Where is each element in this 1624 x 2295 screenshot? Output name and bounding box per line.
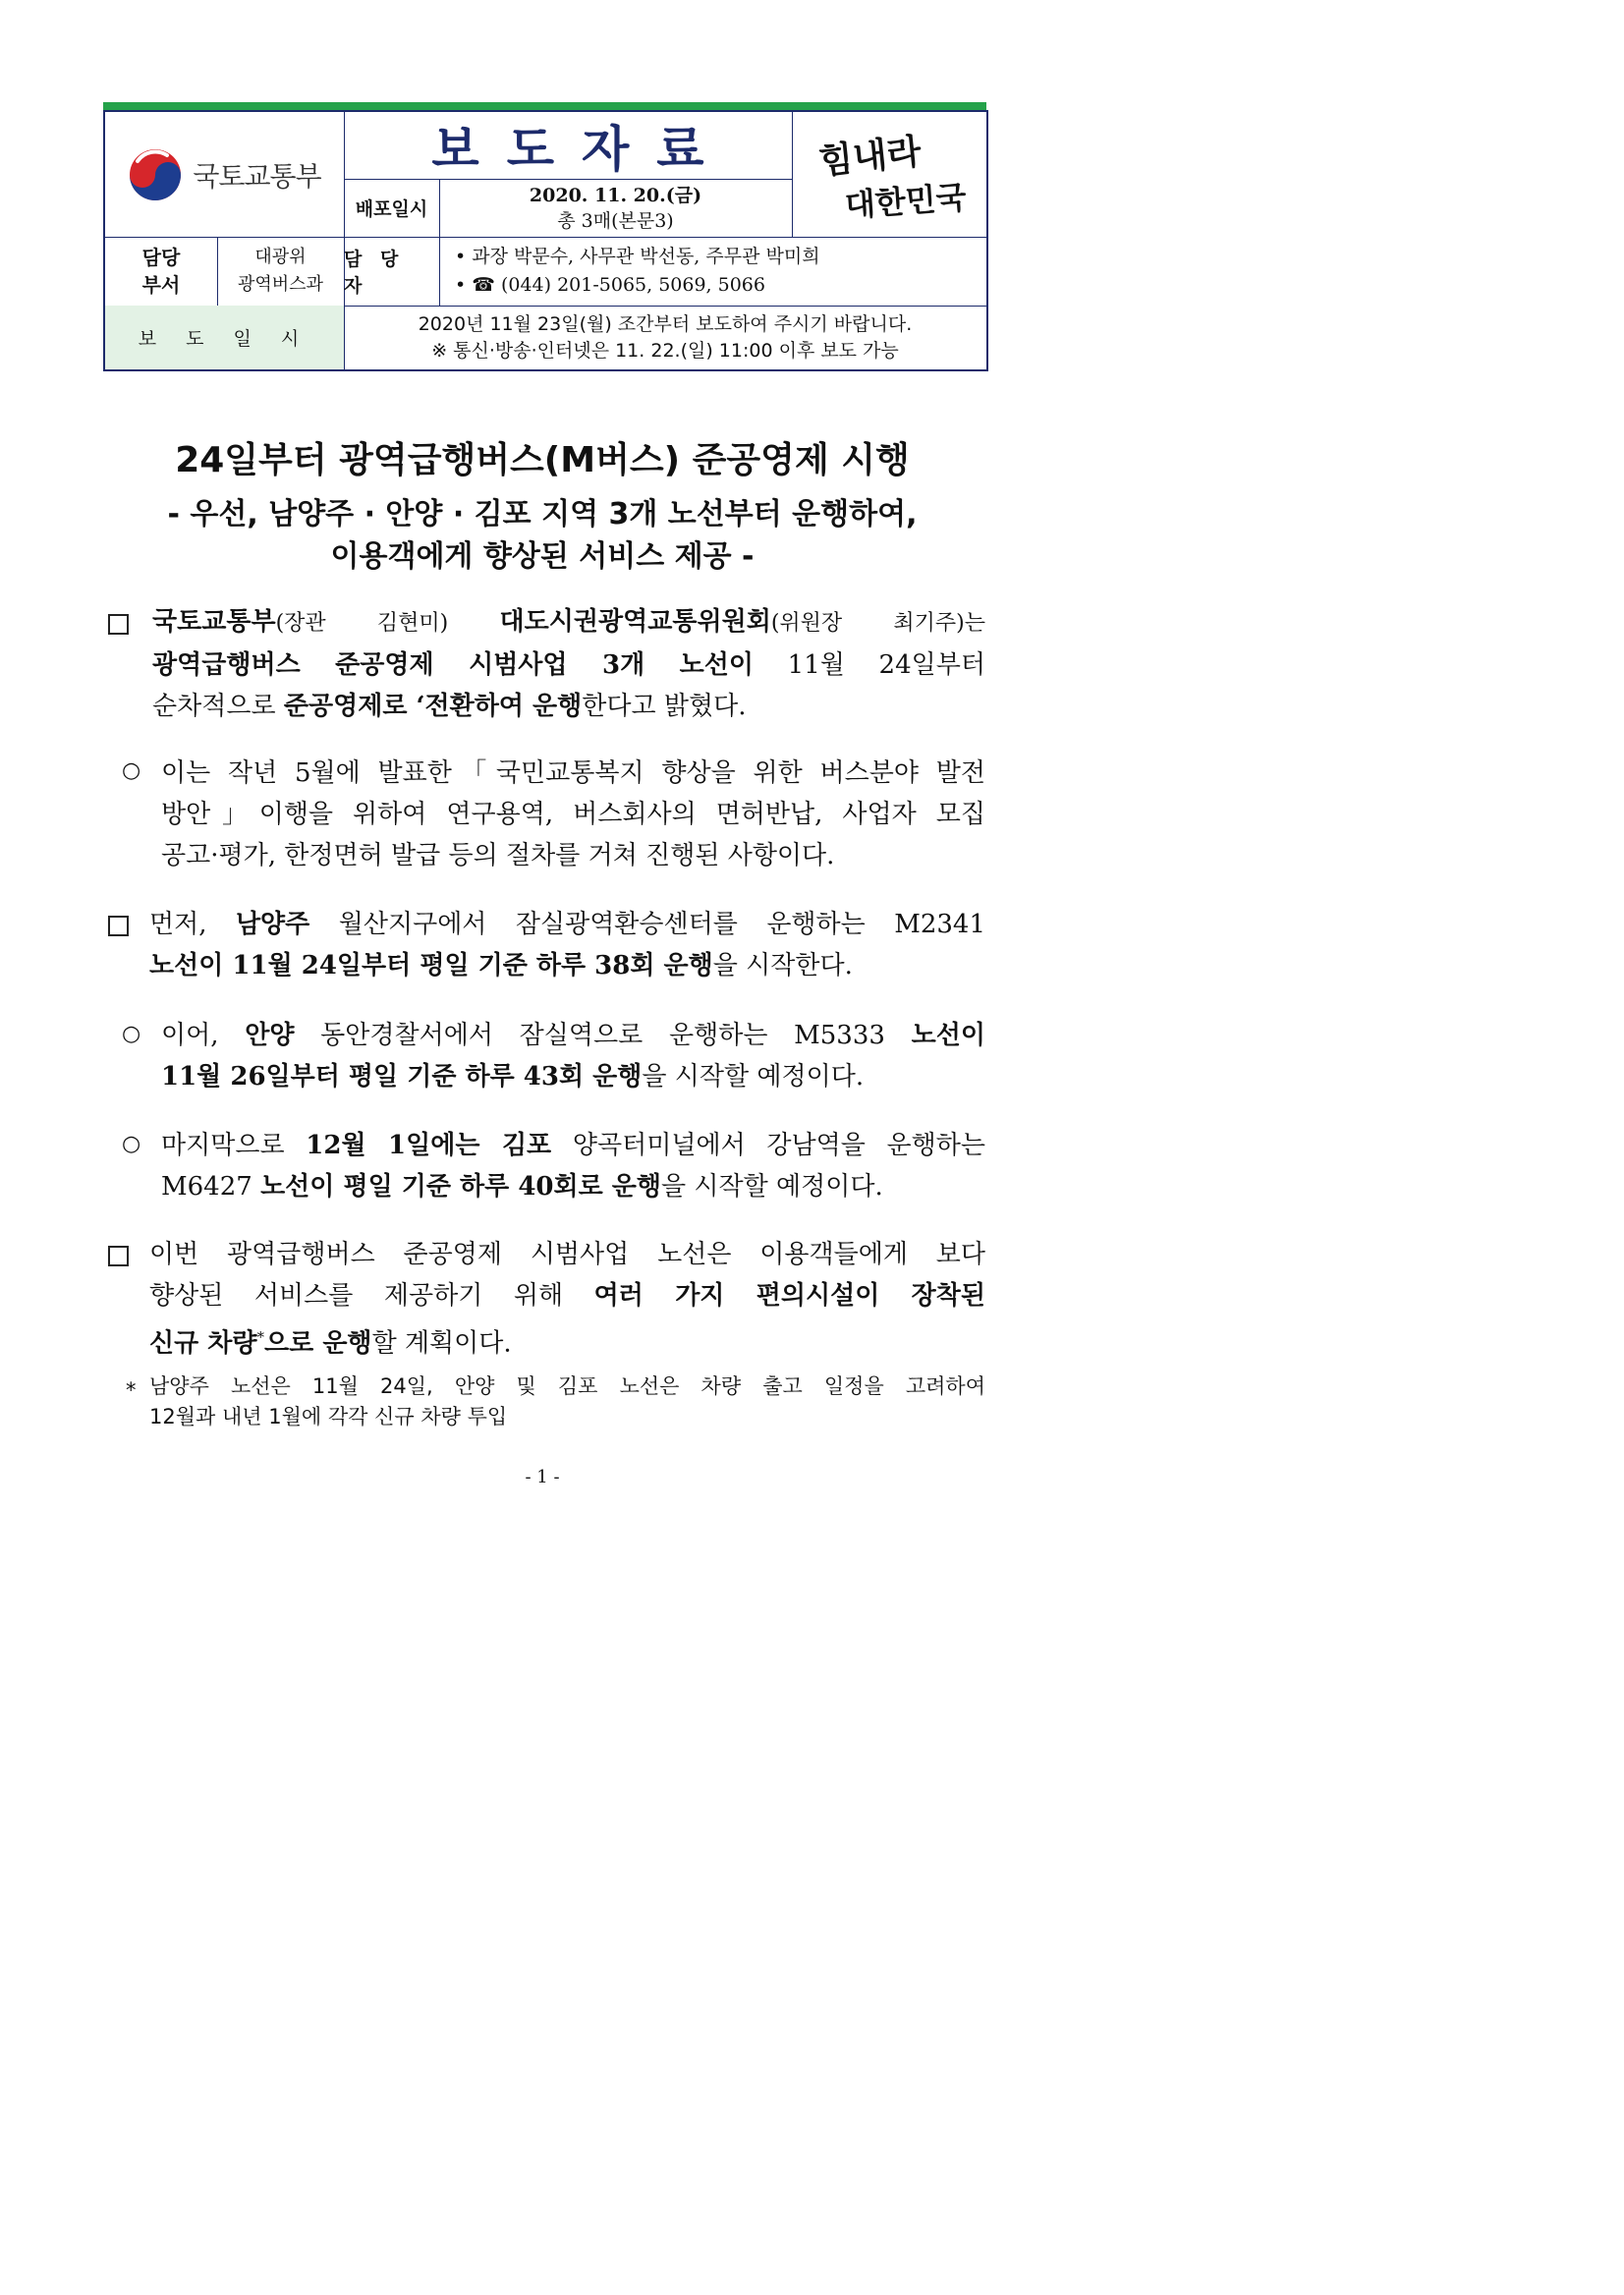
release-online-note: ※ 통신·방송·인터넷은 11. 22.(일) 11:00 이후 보도 가능 bbox=[431, 339, 899, 362]
headline-sub-2: 이용객에게 향상된 서비스 제공 - bbox=[330, 539, 755, 574]
contact-persons: • 과장 박문수, 사무관 박선동, 주무관 박미희 bbox=[455, 246, 820, 267]
dept-label bbox=[105, 237, 217, 306]
paragraph-3 bbox=[149, 1234, 985, 1365]
contact-label: 담 당 자 bbox=[344, 249, 405, 297]
paragraph-2a-line-1: 이어, 안양 동안경찰서에서 잠실역으로 운행하는 M5333 노선이 bbox=[161, 1021, 985, 1050]
slogan-line-1: 힘내라 bbox=[816, 130, 924, 183]
headline-sub-1: - 우선, 남양주 · 안양 · 김포 지역 3개 노선부터 운행하여, bbox=[167, 497, 918, 532]
paragraph-2 bbox=[149, 904, 985, 986]
paragraph-1a-line-3: 공고·평가, 한정면허 발급 등의 절차를 거쳐 진행된 사항이다. bbox=[161, 841, 835, 870]
paragraph-1a-line-1: 이는 작년 5월에 발표한「국민교통복지 향상을 위한 버스분야 발전 bbox=[161, 758, 985, 788]
circle-bullet-icon: ○ bbox=[122, 758, 141, 783]
release-info bbox=[344, 306, 986, 369]
paragraph-3-line-1: 이번 광역급행버스 준공영제 시범사업 노선은 이용객들에게 보다 bbox=[149, 1240, 985, 1269]
dept-label-line-1: 담당 bbox=[141, 246, 181, 269]
footnote-marker: * bbox=[126, 1378, 137, 1402]
slogan-calligraphy bbox=[792, 112, 986, 237]
paragraph-1a-line-2: 방안」이행을 위하여 연구용역, 버스회사의 면허반납, 사업자 모집 bbox=[161, 800, 985, 829]
paragraph-2a-line-2: 11월 26일부터 평일 기준 하루 43회 운행을 시작할 예정이다. bbox=[161, 1062, 865, 1092]
dept-name-2: 광역버스과 bbox=[238, 274, 323, 295]
checkbox-bullet-icon bbox=[108, 614, 129, 635]
paragraph-2a bbox=[161, 1015, 985, 1097]
circle-bullet-icon: ○ bbox=[122, 1022, 141, 1046]
paragraph-1a bbox=[161, 753, 985, 876]
paragraph-2-line-1: 먼저, 남양주 월산지구에서 잠실광역환승센터를 운행하는 M2341 bbox=[149, 910, 986, 939]
paragraph-1-line-3: 순차적으로 준공영제로 ‘전환하여 운행한다고 밝혔다. bbox=[152, 692, 747, 721]
ministry-taegeuk-logo-icon bbox=[128, 147, 183, 202]
distribution-info bbox=[439, 179, 792, 237]
dept-name-1: 대광위 bbox=[254, 247, 307, 267]
dept-label-line-2: 부서 bbox=[141, 273, 181, 297]
press-release-header bbox=[103, 102, 986, 368]
contact-phone: • ☎ (044) 201-5065, 5069, 5066 bbox=[455, 274, 765, 296]
paragraph-3-line-3: 신규 차량*으로 운행할 계획이다. bbox=[149, 1328, 512, 1359]
paragraph-1 bbox=[152, 601, 985, 727]
header-accent-bar bbox=[103, 102, 986, 110]
footnote-line-2: 12월과 내년 1월에 각각 신규 차량 투입 bbox=[149, 1405, 508, 1428]
checkbox-bullet-icon bbox=[108, 916, 129, 936]
slogan-line-2: 대한민국 bbox=[843, 178, 968, 224]
paragraph-2b-line-1: 마지막으로 12월 1일에는 김포 양곡터미널에서 강남역을 운행하는 bbox=[161, 1131, 985, 1160]
page-count: 총 3매(본문3) bbox=[557, 209, 674, 232]
header-table bbox=[103, 110, 988, 371]
page-number: - 1 - bbox=[525, 1467, 560, 1487]
paragraph-1-line-2: 광역급행버스 준공영제 시범사업 3개 노선이 11월 24일부터 bbox=[152, 650, 985, 680]
release-embargo: 2020년 11월 23일(월) 조간부터 보도하여 주시기 바랍니다. bbox=[418, 312, 913, 335]
headline-main: 24일부터 광역급행버스(M버스) 준공영제 시행 bbox=[175, 440, 910, 480]
dept-value bbox=[217, 237, 344, 306]
ministry-name: 국토교통부 bbox=[193, 159, 321, 193]
contact-info bbox=[439, 237, 986, 306]
footnote-line-1: 남양주 노선은 11월 24일, 안양 및 김포 노선은 차량 출고 일정을 고려하여 bbox=[149, 1374, 985, 1398]
paragraph-2b bbox=[161, 1125, 985, 1207]
release-label: 보 도 일 시 bbox=[105, 306, 344, 369]
footnote bbox=[149, 1371, 985, 1432]
paragraph-2b-line-2: M6427 노선이 평일 기준 하루 40회로 운행을 시작할 예정이다. bbox=[161, 1172, 883, 1202]
checkbox-bullet-icon bbox=[108, 1246, 129, 1266]
distribution-label: 배포일시 bbox=[355, 198, 428, 220]
paragraph-1-line-1: 국토교통부(장관 김현미) 대도시권광역교통위원회(위원장 최기주)는 bbox=[152, 607, 985, 637]
paragraph-3-line-2: 향상된 서비스를 제공하기 위해 여러 가지 편의시설이 장착된 bbox=[149, 1281, 985, 1311]
doc-type-cell bbox=[344, 112, 792, 179]
circle-bullet-icon: ○ bbox=[122, 1132, 141, 1156]
distribution-date: 2020. 11. 20.(금) bbox=[529, 184, 702, 206]
slogan-calligraphy-icon bbox=[806, 124, 973, 226]
paragraph-2-line-2: 노선이 11월 24일부터 평일 기준 하루 38회 운행을 시작한다. bbox=[149, 951, 853, 980]
ministry-logo bbox=[105, 112, 344, 237]
doc-type-title: 보도자료 bbox=[431, 121, 732, 178]
